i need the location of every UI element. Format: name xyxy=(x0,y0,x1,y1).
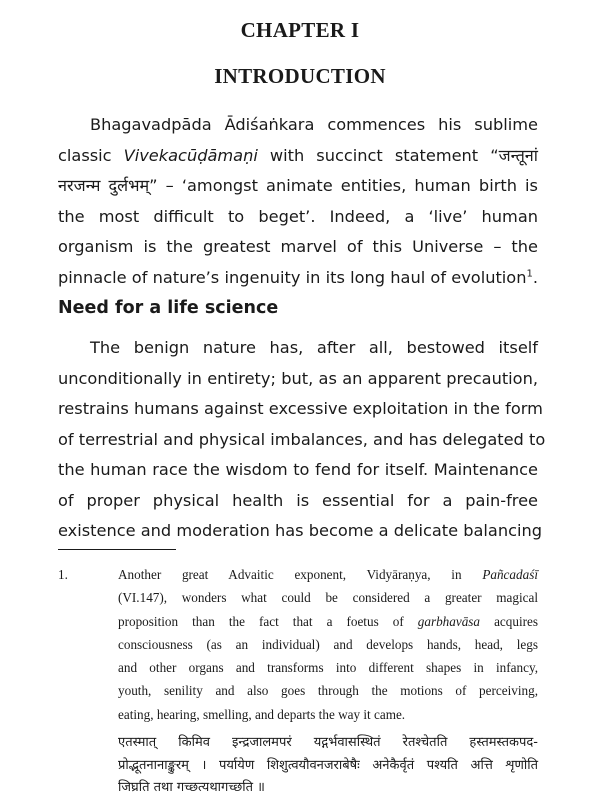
life-science-paragraph xyxy=(58,333,546,547)
footnote-marker[interactable]: 1 xyxy=(526,268,533,280)
section-title: INTRODUCTION xyxy=(214,64,386,88)
footnote-line: and other organs and transforms into different shapes in infancy, xyxy=(118,660,538,676)
book-title-italic: Pañcadaśī xyxy=(482,567,538,582)
footnote-line: consciousness (as an individual) and develops hands, head, legs xyxy=(118,636,538,652)
paragraph-line xyxy=(58,141,538,172)
paragraph-line: the human race the wisdom to fend for itself. Maintenance xyxy=(58,460,538,479)
paragraph-line: organism is the greatest marvel of this Universe – the xyxy=(58,237,538,256)
footnote-line xyxy=(118,563,538,586)
text-run: classic xyxy=(58,145,112,165)
footnote-line: youth, senility and also goes through the motions of perceiving, xyxy=(118,683,538,699)
paragraph-line: The benign nature has, after all, bestowed itself xyxy=(90,338,538,357)
paragraph-line xyxy=(58,263,538,294)
chapter-title: CHAPTER I xyxy=(240,18,360,42)
paragraph-line: existence and moderation has become a delicate balancing xyxy=(58,521,543,540)
text-run: pinnacle of nature’s ingenuity in its long haul of evolution xyxy=(58,267,527,287)
sanskrit-line: एतस्मात् किमिव इन्द्रजालमपरं यद्गर्भवासस्थितं रेतश्चेतति हस्तमस्तकपद- xyxy=(118,735,538,750)
text-run: Another great Advaitic exponent, Vidyāraṇya, in xyxy=(118,567,462,582)
paragraph-line: of proper physical health is essential for a pain-free xyxy=(58,490,538,510)
text-run: acquires xyxy=(494,613,538,629)
paragraph-line: of terrestrial and physical imbalances, and has delegated to xyxy=(58,429,546,449)
paragraph-line: नरजन्म दुर्लभम्” – ‘amongst animate entities, human birth is xyxy=(58,176,538,195)
footnote-line: eating, hearing, smelling, and departs the way it came. xyxy=(118,706,406,722)
sanskrit-verse xyxy=(118,732,538,800)
footnote-line xyxy=(118,610,538,633)
paragraph-line: restrains humans against excessive exploitation in the form xyxy=(58,399,543,418)
footnote-number: 1. xyxy=(58,567,68,582)
paragraph-line: unconditionally in entirety; but, as an apparent precaution, xyxy=(58,368,538,388)
text-run: proposition than the fact that a foetus of xyxy=(118,613,404,629)
term-italic: garbhavāsa xyxy=(417,613,481,629)
text-run: with succinct statement “जन्तूनां xyxy=(269,145,538,165)
footnote-divider xyxy=(58,549,176,550)
sanskrit-line: प्रोद्भूतनानाङ्कुरम् । पर्यायेण शिशुत्वयौवनजराबेषैः अनेकैर्वृतं पश्यति अत्ति शृणोति xyxy=(118,757,538,773)
section-heading: Need for a life science xyxy=(58,298,279,318)
intro-paragraph xyxy=(58,110,538,293)
text-run: . xyxy=(532,267,538,287)
paragraph-line: Bhagavadpāda Ādiśaṅkara commences his sublime xyxy=(90,115,538,134)
sanskrit-line: जिघ्रति तथा गच्छत्यथागच्छति ॥ xyxy=(118,780,265,795)
paragraph-line: the most difficult to beget’. Indeed, a ‘live’ human xyxy=(58,206,538,226)
footnote-body xyxy=(118,563,538,726)
footnote-line: (VI.147), wonders what could be considered a greater magical xyxy=(118,590,538,606)
book-title-italic: Vivekacūḍāmaṇi xyxy=(123,145,258,165)
